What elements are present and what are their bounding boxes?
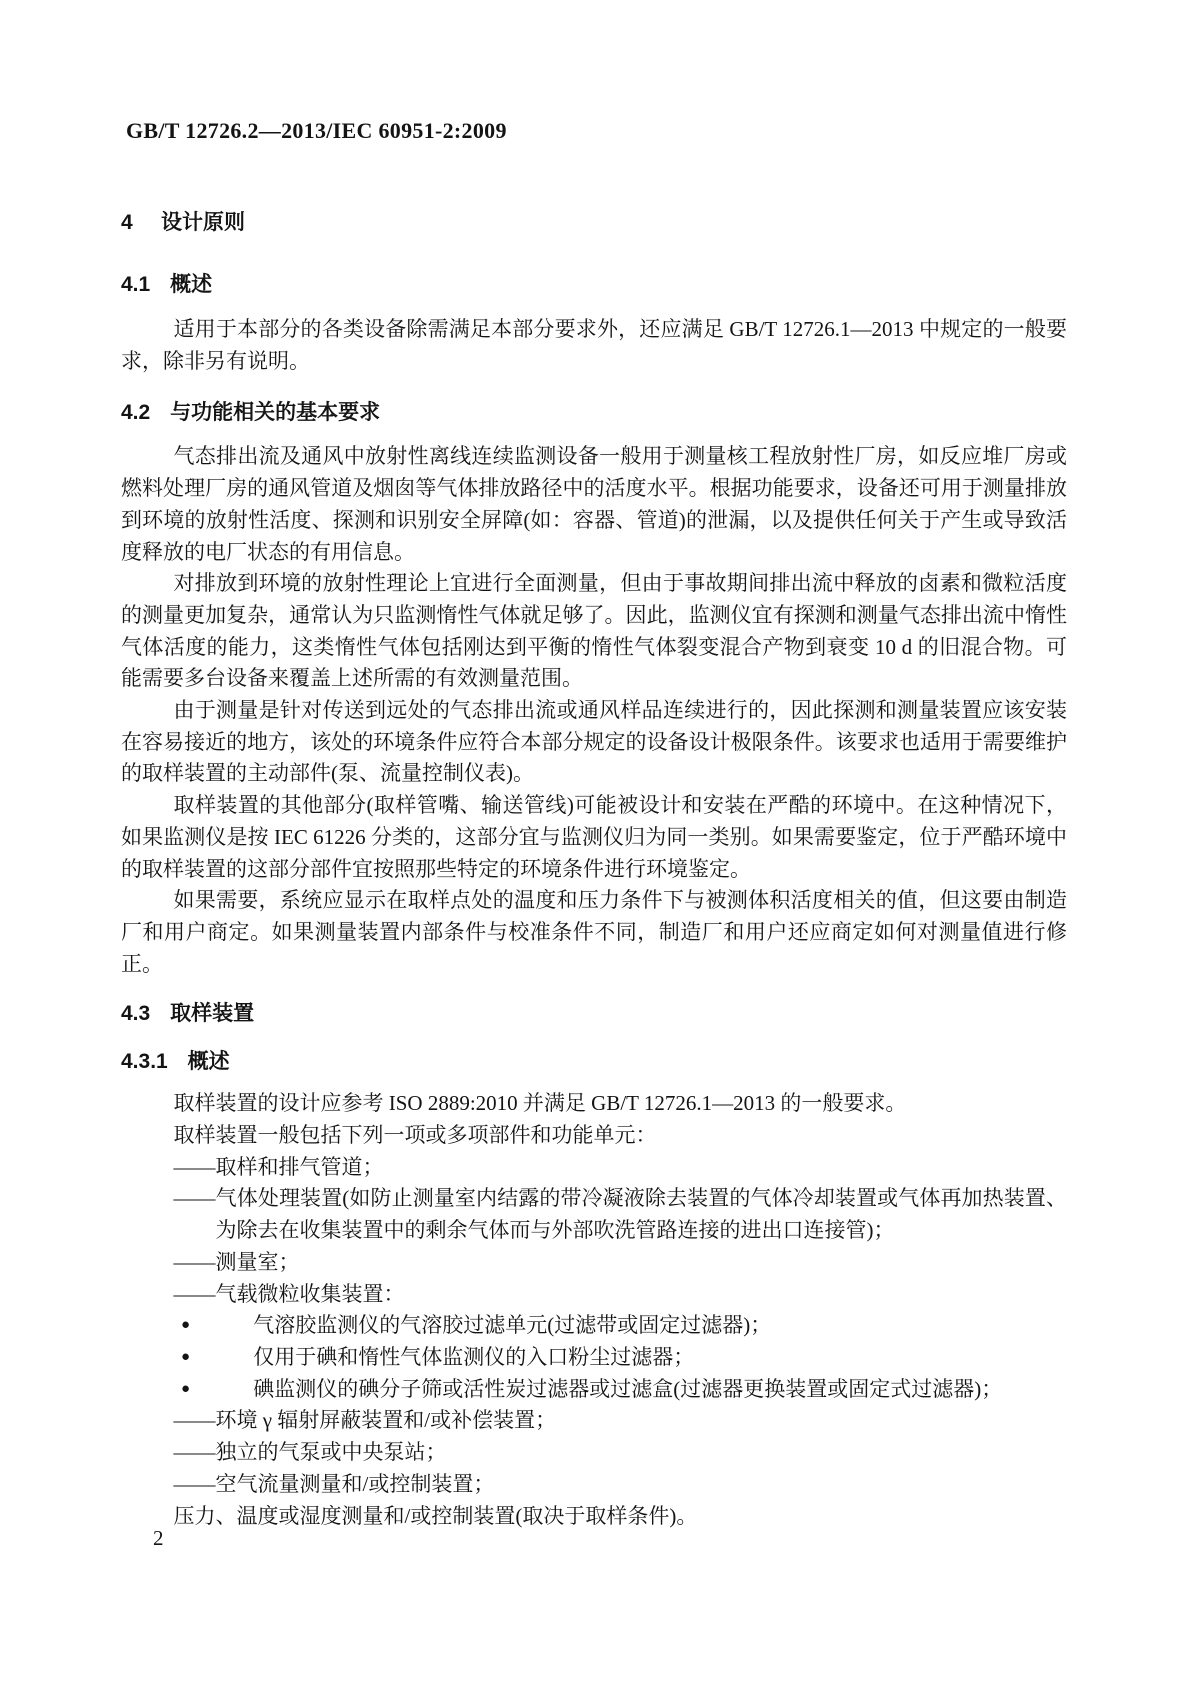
paragraph: 如果需要，系统应显示在取样点处的温度和压力条件下与被测体积活度相关的值，但这要由制造厂和用户商定。如果测量装置内部条件与校准条件不同，制造厂和用户还应商定如何对测量值进行修正。 bbox=[121, 888, 1067, 976]
paragraph: 压力、温度或湿度测量和/或控制装置(取决于取样条件)。 bbox=[173, 1503, 698, 1528]
list-item bbox=[121, 1310, 1067, 1342]
list-item: ——测量室； bbox=[173, 1249, 300, 1274]
heading-number: 4.1 bbox=[121, 273, 151, 296]
heading-4-2 bbox=[121, 398, 1067, 428]
heading-number: 4.2 bbox=[121, 401, 151, 425]
list-item-text: 碘监测仪的碘分子筛或活性炭过滤器或过滤盒(过滤器更换装置或固定式过滤器)； bbox=[253, 1376, 1003, 1401]
heading-number: 4 bbox=[121, 211, 133, 234]
heading-title: 概述 bbox=[187, 1050, 230, 1074]
document-header bbox=[126, 118, 1067, 144]
heading-4-3-1 bbox=[121, 1047, 1067, 1077]
paragraph: 对排放到环境的放射性理论上宜进行全面测量，但由于事故期间排出流中释放的卤素和微粒活度的测量更加复杂，通常认为只监测惰性气体就足够了。因此，监测仪宜有探测和测量气态排出流中惰性气体活度的能力，这类惰性气体包括刚达到平衡的惰性气体裂变混合产物到衰变 10 d 的旧混合物。可能需要多台设备来覆盖上述所需的有效测量范围。 bbox=[121, 571, 1067, 691]
heading-4-3 bbox=[121, 999, 1067, 1029]
list-item: ——环境 γ 辐射屏蔽装置和/或补偿装置； bbox=[173, 1408, 557, 1433]
heading-number: 4.3 bbox=[121, 1002, 151, 1026]
bullet-icon: ● bbox=[181, 1317, 191, 1334]
list-item bbox=[121, 1374, 1067, 1406]
list-item: ——气体处理装置(如防止测量室内结露的带冷凝液除去装置的气体冷却装置或气体再加热装置、为除去在收集装置中的剩余气体而与外部吹洗管路连接的进出口连接管)； bbox=[173, 1186, 1067, 1243]
list-item: ——独立的气泵或中央泵站； bbox=[173, 1440, 447, 1465]
paragraph: 适用于本部分的各类设备除需满足本部分要求外，还应满足 GB/T 12726.1—2013 中规定的一般要求，除非另有说明。 bbox=[121, 317, 1067, 373]
bullet-icon: ● bbox=[181, 1348, 191, 1365]
heading-title: 取样装置 bbox=[170, 1002, 255, 1026]
standard-number: GB/T 12726.2—2013/IEC 60951-2:2009 bbox=[126, 118, 507, 143]
page-content bbox=[121, 0, 1067, 1532]
list-item-text: 仅用于碘和惰性气体监测仪的入口粉尘过滤器； bbox=[253, 1344, 695, 1369]
list-item: ——取样和排气管道； bbox=[173, 1154, 384, 1179]
list-item: ——气载微粒收集装置： bbox=[173, 1281, 405, 1306]
page-number: 2 bbox=[153, 1526, 164, 1550]
heading-title: 与功能相关的基本要求 bbox=[170, 401, 381, 425]
heading-number: 4.3.1 bbox=[121, 1050, 168, 1074]
paragraph: 由于测量是针对传送到远处的气态排出流或通风样品连续进行的，因此探测和测量装置应该安装在容易接近的地方，该处的环境条件应符合本部分规定的设备设计极限条件。该要求也适用于需要维护的取样装置的主动部件(泵、流量控制仪表)。 bbox=[121, 698, 1067, 786]
list-item: ——空气流量测量和/或控制装置； bbox=[173, 1471, 495, 1496]
paragraph: 取样装置的设计应参考 ISO 2889:2010 并满足 GB/T 12726.1—2013 的一般要求。 bbox=[173, 1091, 907, 1116]
heading-title: 设计原则 bbox=[161, 211, 246, 234]
bullet-icon: ● bbox=[181, 1380, 191, 1397]
heading-title: 概述 bbox=[170, 273, 213, 296]
heading-4-1 bbox=[121, 270, 1067, 300]
heading-chapter-4 bbox=[121, 208, 1067, 238]
paragraph: 气态排出流及通风中放射性离线连续监测设备一般用于测量核工程放射性厂房，如反应堆厂房或燃料处理厂房的通风管道及烟囱等气体排放路径中的活度水平。根据功能要求，设备还可用于测量排放到环境的放射性活度、探测和识别安全屏障(如：容器、管道)的泄漏，以及提供任何关于产生或导致活度释放的电厂状态的有用信息。 bbox=[121, 444, 1067, 564]
paragraph: 取样装置的其他部分(取样管嘴、输送管线)可能被设计和安装在严酷的环境中。在这种情况下，如果监测仪是按 IEC 61226 分类的，这部分宜与监测仪归为同一类别。如果需要鉴定，位于严酷环境中的取样装置的这部分部件宜按照那些特定的环境条件进行环境鉴定。 bbox=[121, 793, 1067, 881]
list-item-text: 气溶胶监测仪的气溶胶过滤单元(过滤带或固定过滤器)； bbox=[253, 1313, 772, 1338]
paragraph: 取样装置一般包括下列一项或多项部件和功能单元： bbox=[173, 1123, 657, 1148]
list-item bbox=[121, 1342, 1067, 1374]
